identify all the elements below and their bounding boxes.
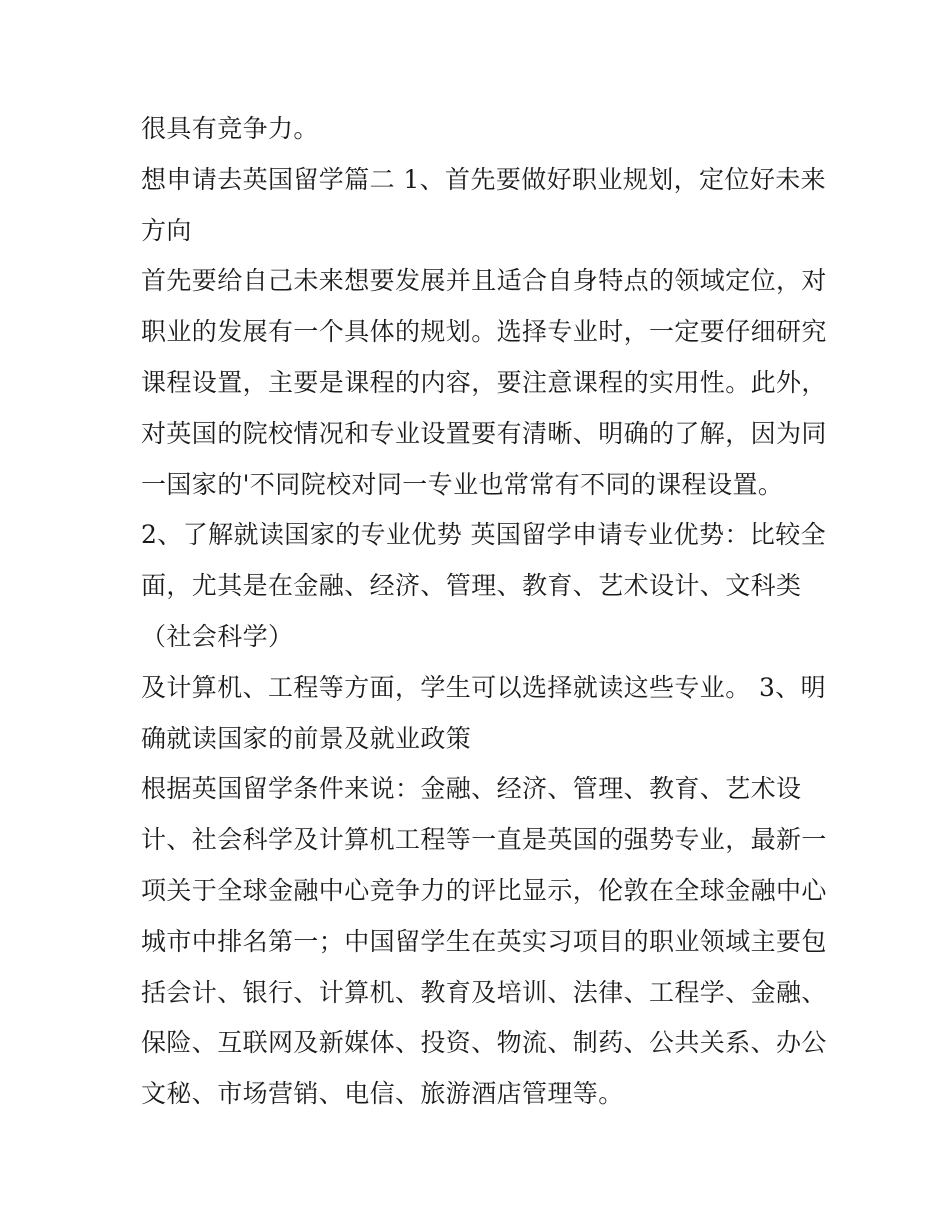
text-line: 对英国的院校情况和专业设置要有清晰、明确的了解，因为同 [141,418,827,448]
document-body [141,104,827,1120]
text-line: 2、了解就读国家的专业优势 英国留学申请专业优势：比较全 [141,520,827,550]
text-line: 一国家的'不同院校对同一专业也常常有不同的课程设置。 [141,469,784,499]
text-line: 面，尤其是在金融、经济、管理、教育、艺术设计、文科类 [141,571,802,601]
text-line: 文秘、市场营销、电信、旅游酒店管理等。 [141,1079,624,1109]
text-line: 首先要给自己未来想要发展并且适合自身特点的领域定位，对 [141,266,827,296]
text-line: 计、社会科学及计算机工程等一直是英国的强势专业，最新一 [141,825,827,855]
text-line: 很具有竞争力。 [141,114,319,143]
text-line: 保险、互联网及新媒体、投资、物流、制药、公共关系、办公 [141,1028,827,1058]
text-line: 括会计、银行、计算机、教育及培训、法律、工程学、金融、 [141,977,827,1007]
text-line: 确就读国家的前景及就业政策 [141,723,472,753]
text-line: 根据英国留学条件来说：金融、经济、管理、教育、艺术设 [141,774,802,804]
text-line: 项关于全球金融中心竞争力的评比显示，伦敦在全球金融中心 [141,875,827,905]
text-line: 城市中排名第一；中国留学生在英实习项目的职业领域主要包 [141,926,827,956]
text-line: 及计算机、工程等方面，学生可以选择就读这些专业。 3、明 [141,672,827,702]
text-line: （社会科学） [141,621,294,651]
text-line: 课程设置，主要是课程的内容，要注意课程的实用性。此外， [141,367,827,397]
text-line: 职业的发展有一个具体的规划。选择专业时，一定要仔细研究 [141,317,827,347]
text-line: 方向 [141,215,192,245]
text-line: 想申请去英国留学篇二 1、首先要做好职业规划，定位好未来 [141,164,827,194]
